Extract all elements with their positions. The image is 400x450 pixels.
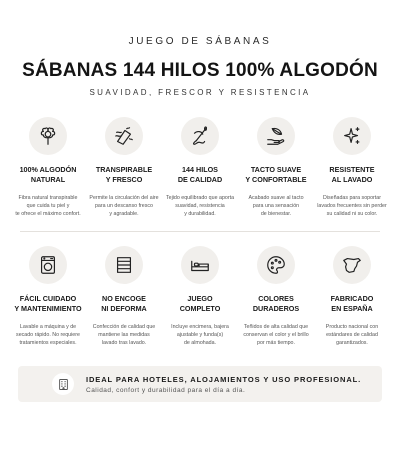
feature-desc: Producto nacional con estándares de calidad garantizados. <box>325 324 379 346</box>
feature-desc: Diseñadas para soportar lavados frecuentes sin perder su calidad ni su color. <box>317 195 387 217</box>
banner-text <box>86 375 361 394</box>
feature-threads <box>162 117 238 229</box>
feature-desc: Incluye encimera, bajera ajustable y funda(s) de almohada. <box>171 324 229 346</box>
feature-wash-resistant <box>314 117 390 229</box>
feature-desc: Tejido equilibrado que aporta suavidad, resistencia y durabilidad. <box>165 195 235 217</box>
feature-title: COLORES DURADEROS <box>252 294 300 313</box>
sparkle-icon <box>333 117 371 155</box>
feature-title: RESISTENTE AL LAVADO <box>329 165 375 184</box>
feature-colors <box>238 246 314 366</box>
washing-machine-icon <box>29 246 67 284</box>
feature-soft <box>238 117 314 229</box>
feature-title: NO ENCOGE NI DEFORMA <box>101 294 147 313</box>
page-title: SÁBANAS 144 HILOS 100% ALGODÓN <box>22 60 378 81</box>
feature-desc: Lavable a máquina y de secado rápido. No requiere tratamientos especiales. <box>16 324 80 346</box>
banner-subtitle: Calidad, confort y durabilidad para el día a día. <box>86 386 246 394</box>
no-shrink-icon <box>105 246 143 284</box>
feature-breathable <box>86 117 162 229</box>
kicker-label: JUEGO DE SÁBANAS <box>128 36 272 47</box>
feature-desc: Permite la circulación del aire para un descanso fresco y agradable. <box>89 195 159 217</box>
building-icon <box>52 373 74 395</box>
feature-complete-set <box>162 246 238 366</box>
feature-made-in-spain <box>314 246 390 366</box>
feature-easy-care <box>10 246 86 366</box>
features-row-1 <box>10 117 390 229</box>
airflow-icon <box>105 117 143 155</box>
spain-map-icon <box>333 246 371 284</box>
row-divider <box>20 231 380 232</box>
professional-use-banner <box>18 366 382 402</box>
feature-no-shrink <box>86 246 162 366</box>
features-row-2 <box>10 246 390 366</box>
feature-title: TRANSPIRABLE Y FRESCO <box>95 165 153 184</box>
feature-cotton <box>10 117 86 229</box>
feature-desc: Acabado suave al tacto para una sensación de bienestar. <box>248 195 304 217</box>
feature-desc: Teñidos de alta calidad que conservan el color y el brillo por más tiempo. <box>243 324 309 346</box>
feature-title: 144 HILOS DE CALIDAD <box>177 165 223 184</box>
feature-desc: Confección de calidad que mantiene las medidas lavado tras lavado. <box>92 324 156 346</box>
cotton-flower-icon <box>29 117 67 155</box>
feature-title: 100% ALGODÓN NATURAL <box>19 165 77 184</box>
feature-title: FÁCIL CUIDADO Y MANTENIMIENTO <box>14 294 82 313</box>
palette-icon <box>257 246 295 284</box>
banner-title: IDEAL PARA HOTELES, ALOJAMIENTOS Y USO PROFESIONAL. <box>86 374 362 384</box>
feature-title: TACTO SUAVE Y CONFORTABLE <box>245 165 307 184</box>
feature-title: JUEGO COMPLETO <box>179 294 221 313</box>
feature-title: FABRICADO EN ESPAÑA <box>330 294 374 313</box>
needle-thread-icon <box>181 117 219 155</box>
bed-icon <box>181 246 219 284</box>
hand-feather-icon <box>257 117 295 155</box>
feature-desc: Fibra natural transpirable que cuida tu piel y te ofrece el máximo confort. <box>15 195 81 217</box>
page-subtitle: SUAVIDAD, FRESCOR Y RESISTENCIA <box>89 88 311 97</box>
